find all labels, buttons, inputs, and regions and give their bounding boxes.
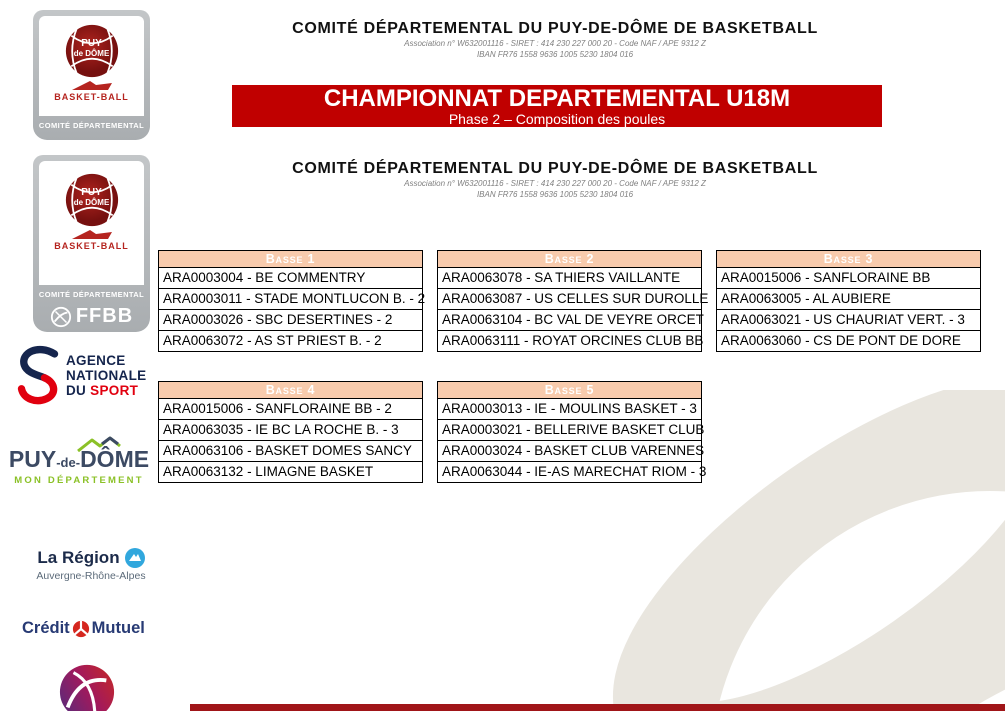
volcano-icon bbox=[70, 229, 114, 240]
volcano-icon bbox=[70, 80, 114, 91]
pool-header: Basse 2 bbox=[438, 251, 701, 268]
badge-sport-label: BASKET-BALL bbox=[54, 92, 129, 102]
team-cell: ARA0063111 - ROYAT ORCINES CLUB BB bbox=[438, 330, 701, 351]
footer-red-strip bbox=[190, 704, 1005, 711]
departement-tagline: MON DÉPARTEMENT bbox=[14, 475, 144, 486]
ans-logo bbox=[16, 345, 146, 405]
credit-mutuel-icon bbox=[72, 620, 90, 638]
badge-org-label: COMITÉ DÉPARTEMENTAL bbox=[38, 290, 145, 299]
team-cell: ARA0063044 - IE-AS MARECHAT RIOM - 3 bbox=[438, 461, 701, 482]
ffbb-gradient-ball-icon bbox=[58, 663, 116, 711]
pool-table-basse-2 bbox=[437, 250, 709, 352]
championship-banner bbox=[232, 85, 882, 127]
ffbb-label: FFBB bbox=[75, 305, 134, 327]
credit-mutuel-logo: Crédit Mutuel bbox=[22, 619, 145, 637]
org-title: COMITÉ DÉPARTEMENTAL DU PUY-DE-DÔME DE BASKETBALL bbox=[292, 160, 818, 177]
org-title: COMITÉ DÉPARTEMENTAL DU PUY-DE-DÔME DE BASKETBALL bbox=[292, 20, 818, 37]
ffbb-logo bbox=[33, 305, 150, 328]
badge-region-label: PUY de DÔME bbox=[73, 187, 110, 207]
pool-header: Basse 5 bbox=[438, 382, 701, 399]
region-aura-logo bbox=[35, 548, 147, 582]
puy-de-dome-departement-logo bbox=[8, 447, 150, 486]
badge-org-label: COMITÉ DÉPARTEMENTAL bbox=[38, 121, 145, 130]
team-cell: ARA0063035 - IE BC LA ROCHE B. - 3 bbox=[159, 419, 422, 440]
org-iban: IBAN FR76 1558 9636 1005 5230 1804 016 bbox=[476, 190, 634, 199]
badge-sport-label: BASKET-BALL bbox=[54, 241, 129, 251]
team-cell: ARA0003004 - BE COMMENTRY bbox=[159, 268, 422, 288]
banner-subtitle: Phase 2 – Composition des poules bbox=[448, 111, 666, 127]
basketball-icon bbox=[65, 173, 119, 227]
team-cell: ARA0063132 - LIMAGNE BASKET bbox=[159, 461, 422, 482]
team-cell: ARA0003013 - IE - MOULINS BASKET - 3 bbox=[438, 399, 701, 419]
pool-table-basse-3 bbox=[716, 250, 981, 352]
departement-name: PUY-de-DÔME bbox=[8, 446, 150, 472]
team-cell: ARA0003011 - STADE MONTLUCON B. - 2 bbox=[159, 288, 422, 309]
basketball-icon bbox=[65, 24, 119, 78]
region-mountain-icon bbox=[125, 548, 145, 568]
pool-header: Basse 4 bbox=[159, 382, 422, 399]
team-cell: ARA0063104 - BC VAL DE VEYRE ORCET bbox=[438, 309, 701, 330]
org-registration: Association n° W632001116 - SIRET : 414 230 227 000 20 - Code NAF / APE 9312 Z bbox=[404, 179, 706, 188]
team-cell: ARA0003026 - SBC DESERTINES - 2 bbox=[159, 309, 422, 330]
team-cell: ARA0063005 - AL AUBIERE bbox=[717, 288, 980, 309]
team-cell: ARA0063021 - US CHAURIAT VERT. - 3 bbox=[717, 309, 980, 330]
team-cell: ARA0063106 - BASKET DOMES SANCY bbox=[159, 440, 422, 461]
team-cell: ARA0063072 - AS ST PRIEST B. - 2 bbox=[159, 330, 422, 351]
ans-text: AGENCE NATIONALE DU SPORT bbox=[66, 352, 147, 398]
region-name: La Région bbox=[35, 548, 147, 568]
cd63-ffbb-badge bbox=[33, 155, 150, 332]
pool-table-basse-1 bbox=[158, 250, 426, 352]
ans-s-icon bbox=[16, 345, 60, 405]
green-mountains-icon bbox=[76, 436, 132, 452]
org-registration: Association n° W632001116 - SIRET : 414 230 227 000 20 - Code NAF / APE 9312 Z bbox=[404, 39, 706, 48]
region-area: Auvergne-Rhône-Alpes bbox=[36, 570, 146, 582]
team-cell: ARA0063060 - CS DE PONT DE DORE bbox=[717, 330, 980, 351]
team-cell: ARA0063078 - SA THIERS VAILLANTE bbox=[438, 268, 701, 288]
org-header-top bbox=[205, 20, 905, 60]
badge-panel bbox=[39, 161, 144, 285]
pool-header: Basse 3 bbox=[717, 251, 980, 268]
pool-table-basse-5 bbox=[437, 381, 707, 483]
badge-region-label: PUY de DÔME bbox=[73, 38, 110, 58]
cd63-basketball-badge bbox=[33, 10, 150, 140]
team-cell: ARA0003021 - BELLERIVE BASKET CLUB bbox=[438, 419, 701, 440]
badge-panel bbox=[39, 16, 144, 116]
banner-title: CHAMPIONNAT DEPARTEMENTAL U18M bbox=[323, 85, 791, 112]
team-cell: ARA0015006 - SANFLORAINE BB - 2 bbox=[159, 399, 422, 419]
pool-header: Basse 1 bbox=[159, 251, 422, 268]
org-iban: IBAN FR76 1558 9636 1005 5230 1804 016 bbox=[476, 50, 634, 59]
team-cell: ARA0015006 - SANFLORAINE BB bbox=[717, 268, 980, 288]
org-header-repeat bbox=[205, 160, 905, 200]
team-cell: ARA0063087 - US CELLES SUR DUROLLE bbox=[438, 288, 701, 309]
ffbb-ball-icon bbox=[50, 306, 72, 328]
pool-table-basse-4 bbox=[158, 381, 423, 483]
team-cell: ARA0003024 - BASKET CLUB VARENNES bbox=[438, 440, 701, 461]
